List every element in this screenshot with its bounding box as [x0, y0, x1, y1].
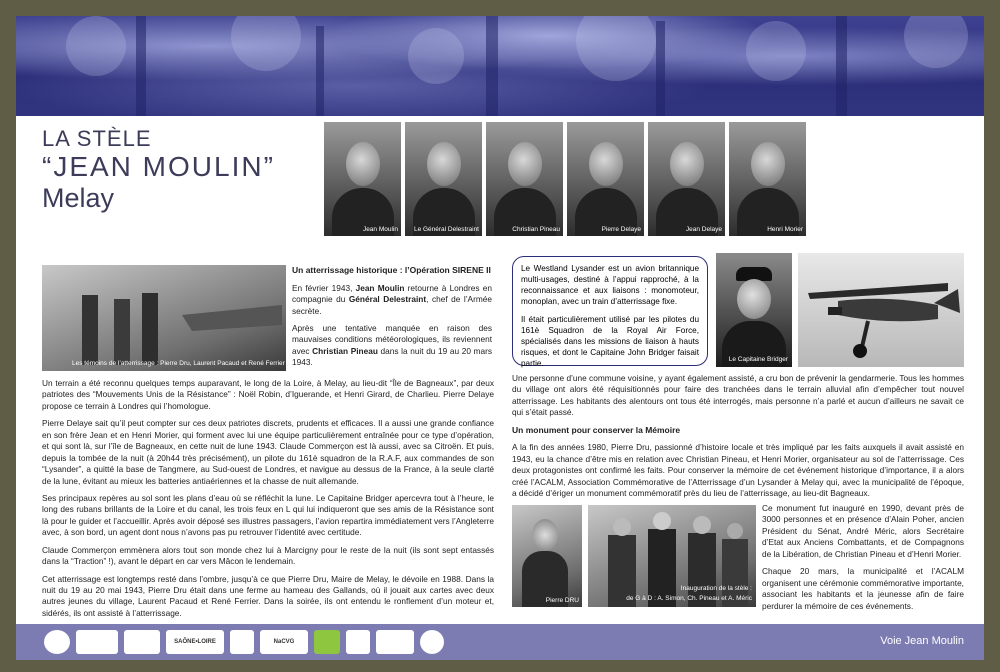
- body-left: [42, 378, 494, 625]
- logo-text: SAÔNE•LOIRE: [174, 639, 216, 645]
- text-bold: Général Delestraint: [348, 294, 427, 305]
- paragraph: Cet atterrissage est longtemps resté dans l’ombre, jusqu’à ce que Pierre Dru, Maire de Melay, le dévoile en 1988. Dans la nuit du 19 au 20 mai 1943, Pierre Dru était dans une ferme au hameau des Gallands, où il jouait aux cartes avec deux autres jeunes du village, Laurent Pacaud et René Ferrier. Dans la soirée, ils ont entendu le ronflement d’un moteur et, sidérés, ils ont assisté à l’atterrissage.: [42, 573, 494, 618]
- paragraph: Un terrain a été reconnu quelques temps auparavant, le long de la Loire, à Melay, au lieu-dit “Île de Bagneaux”, par deux patriotes des “Mouvements Unis de la Résistance” : Noël Robin, d’Iguerande, et Henri Girard, de Charlieu. Pierre Delaye propose ce terrain à Londres qui l’homologue.: [42, 378, 494, 411]
- title-block: [42, 126, 275, 215]
- paragraph: Une personne d’une commune voisine, y ayant également assisté, a cru bon de prévenir la gendarmerie. Tous les hommes du village ont alors été réquisitionnés pour faire des tranchées dans le terrain alluvial afin d’empêcher tout nouvel atterrissage. Les habitants des alentours ont tous été interrogés, mais personne n’a parlé et aucun d’ailleurs ne savait ce qui s’était passé.: [512, 373, 964, 418]
- section-heading: Un atterrissage historique : l’Opération SIRENE II: [292, 265, 491, 275]
- logo-3-icon: [124, 630, 160, 654]
- photo-temoins: [42, 265, 286, 371]
- paragraph: Pierre Delaye sait qu’il peut compter sur ces deux patriotes discrets, prudents et efficaces. Il a aussi une grande confiance en son frère Jean et en Henri Morier, qui forment avec lui une équipe particulièrement entraînée pour ce type d’opération, et qui sont là, sur l’île de Bagneaux, en cette nuit de lune 1943. Claude Commerçon est là aussi, avec sa Citroën. Et puis, depuis la tombée de la nuit (à 20h44 très précisément), un pilote du 161è squadron de la R.A.F, aux commandes de son “Lysander”, a quitté la base de Tangmere, au Sud-ouest de Londres, et navigue au dessus de la France, à la seule clarté de la lune, évitant au mieux les batteries antiaériennes et la chasse de nuit allemande.: [42, 418, 494, 486]
- logo-9-icon: [376, 630, 414, 654]
- text-bold: Christian Pineau: [312, 345, 378, 356]
- logo-saone-loire-icon: [166, 630, 224, 654]
- paragraph: Ce monument fut inauguré en 1990, devant près de 3000 personnes et en présence d’Alain Poher, ancien Président du Sénat, André Méric, alors Secrétaire d’Etat aux Anciens Combattants, et de Compagnons de la Libération, de Christian Pineau et d’Henri Morier.: [762, 503, 964, 559]
- paragraph: A la fin des années 1980, Pierre Dru, passionné d’histoire locale et très impliqué par les faits auxquels il avait assisté en 1943, eu la chance d’être mis en relation avec Christian Pineau, et Henri Morier, organisateur au sol de l’atterrissage. Ces deux protagonistes ont confirmé les faits. Pour conserver la mémoire de cet événement historique d’importance, il a alors créé l’ACALM, Association Commémorative de l’Atterrissage d’un Lysander à Melay qui, avec la municipalité de l’époque, a décidé d’ériger un monument commémoratif près du lieu de l’atterrissage, au lieu-dit Bagneaux.: [512, 442, 964, 499]
- portrait-delestraint: [405, 122, 482, 236]
- photo-caption: de G à D : A. Simon, Ch. Pineau et A. Méric: [626, 595, 752, 602]
- logo-5-icon: [230, 630, 254, 654]
- title-line-2: “JEAN MOULIN”: [42, 151, 275, 183]
- photo-inauguration: [588, 505, 756, 607]
- text: retourne à Londres en compagnie du: [292, 282, 492, 305]
- portrait-caption: Christian Pineau: [512, 226, 560, 233]
- paragraph: Claude Commerçon emmènera alors tout son monde chez lui à Marcigny pour le reste de la nuit (ils sont sept entassés dans la “Traction” !), avant le départ en car vers Mâcon le lendemain.: [42, 544, 494, 567]
- lysander-info-box: [512, 256, 708, 369]
- portrait-pierre-delaye: [567, 122, 644, 236]
- logo-nacvg-icon: [260, 630, 308, 654]
- portrait-caption: Pierre Delaye: [601, 226, 641, 233]
- portrait-caption: Henri Morier: [767, 226, 803, 233]
- portrait-caption: Jean Moulin: [362, 226, 398, 233]
- paragraph: Chaque 20 mars, la municipalité et l’ACALM organisent une cérémonie commémorative importante, associant les habitants et la jeunesse afin de faire perdurer la mémoire de ces événements.: [762, 566, 964, 611]
- portrait-caption: Le Général Delestraint: [413, 226, 479, 233]
- body-right-top: [512, 373, 964, 506]
- logo-text: NaCVG: [273, 639, 295, 645]
- footer-bar: [16, 624, 984, 660]
- logo-2-icon: [76, 630, 118, 654]
- logo-8-icon: [346, 630, 370, 654]
- portrait-jean-delaye: [648, 122, 725, 236]
- photo-caption: Le Capitaine Bridger: [728, 356, 788, 363]
- paragraph: [292, 283, 492, 317]
- title-line-1: LA STÈLE: [42, 126, 152, 151]
- portrait-caption: Jean Delaye: [685, 226, 722, 233]
- photo-bridger: [716, 253, 792, 367]
- tree-silhouettes: [16, 16, 984, 116]
- photo-caption: Pierre DRU: [545, 597, 579, 604]
- paragraph: Le Westland Lysander est un avion britannique multi-usages, destiné à l’appui rapproché, à la reconnaissance et aux liaisons : monomoteur, monoplan, avec un train d’atterrissage fixe.: [521, 264, 699, 307]
- photo-caption: Les témoins de l’atterrissage : Pierre Dru, Laurent Pacaud et René Ferrier: [72, 360, 285, 367]
- portrait-henri-morier: [729, 122, 806, 236]
- title-line-3: Melay: [42, 183, 115, 214]
- portrait-jean-moulin: [324, 122, 401, 236]
- forest-banner: [16, 16, 984, 116]
- text: En février 1943,: [292, 282, 356, 293]
- photo-pierre-dru: [512, 505, 582, 607]
- logo-7-icon: [314, 630, 340, 654]
- panel-board: [16, 16, 984, 660]
- paragraph: Il était particulièrement utilisé par les pilotes du 161è Squadron de la Royal Air Force, spécialisés dans les missions de liaison à hauts risques, et dont le Capitaine John Bridger faisait partie.: [521, 314, 699, 369]
- photo-lysander-plane: [798, 253, 964, 367]
- photo-caption: Inauguration de la stèle :: [680, 585, 752, 592]
- text: , chef de l’Armée secrète.: [292, 294, 492, 316]
- footer-label: Voie Jean Moulin: [880, 635, 964, 647]
- body-right-bottom: [762, 503, 964, 618]
- portrait-row: [324, 122, 806, 236]
- portrait-pineau: [486, 122, 563, 236]
- text: Après une tentative manquée en raison des mauvaises conditions météorologiques, ils reviennent avec: [292, 323, 492, 356]
- section-sirene: [292, 265, 492, 375]
- text: dans la nuit du 19 au 20 mars 1943.: [292, 345, 492, 368]
- paragraph: Ses principaux repères au sol sont les plans d’eau où se réfléchit la lune. Le Capitaine Bridger apercevra tout à l’heure, le long des rubans brillants de la Loire et du canal, les trois feux en L qui lui indiqueront que ses amis de la Résistance sont là pour le guider et l’accueillir. Après avoir déposé ses illustres passagers, l’avion repartira immédiatement vers l’Angleterre avec, à son bord, un agent dont nous n’avons pas pu retrouver l’identité avec certitude.: [42, 492, 494, 538]
- section-heading: Un monument pour conserver la Mémoire: [512, 424, 681, 435]
- paragraph: [292, 323, 492, 369]
- logo-1-icon: [44, 630, 70, 654]
- text-bold: Jean Moulin: [355, 282, 405, 293]
- logo-10-icon: [420, 630, 444, 654]
